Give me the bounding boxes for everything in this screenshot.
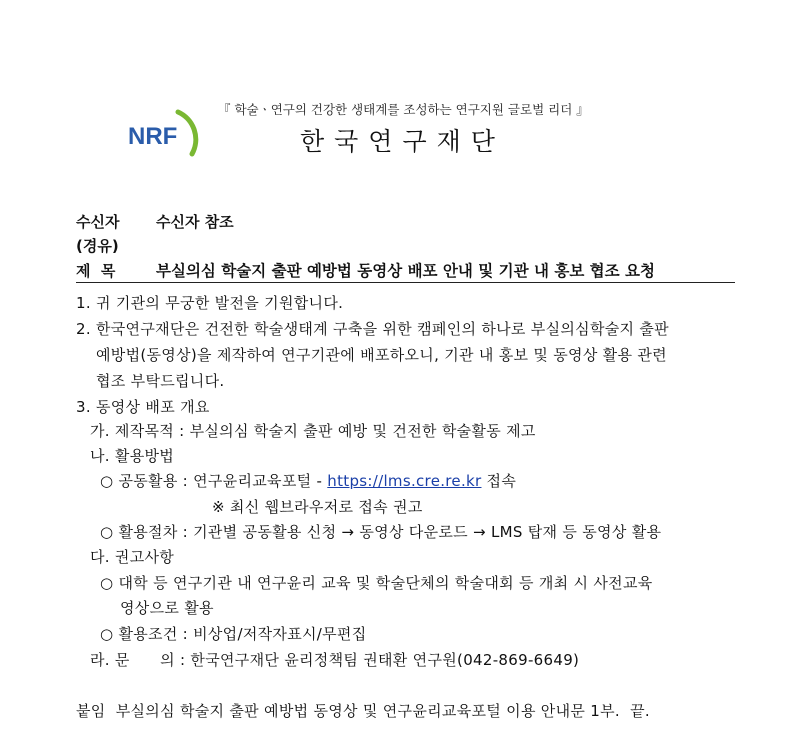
subject-label: 제 목 (76, 262, 116, 280)
recipient-label: 수신자 (76, 213, 120, 231)
body-item-2-line-3: 협조 부탁드립니다. (96, 372, 225, 390)
body-item-1: 1. 귀 기관의 무궁한 발전을 기원합니다. (76, 294, 344, 312)
subject-divider (76, 282, 735, 283)
na-joint-use (100, 470, 516, 491)
na-joint-prefix: ○ 공동활용 : 연구윤리교육포털 - (100, 472, 328, 490)
slogan: 『 학술ㆍ연구의 건강한 생태계를 조성하는 연구지원 글로벌 리더 』 (218, 102, 589, 117)
body-item-3-ga: 가. 제작목적 : 부실의심 학술지 출판 예방 및 건전한 학술활동 제고 (90, 422, 536, 440)
body-item-3-na: 나. 활용방법 (90, 447, 175, 465)
body-item-3-ra: 라. 문 의 : 한국연구재단 윤리정책팀 권태환 연구원(042-869-6649) (90, 651, 580, 669)
na-procedure: ○ 활용절차 : 기관별 공동활용 신청 → 동영상 다운로드 → LMS 탑재 등 동영상 활용 (100, 523, 662, 541)
lms-portal-link[interactable]: https://lms.cre.re.kr (327, 472, 482, 490)
da-line-2: 영상으로 활용 (120, 599, 214, 617)
subject-value: 부실의심 학술지 출판 예방법 동영상 배포 안내 및 기관 내 홍보 협조 요청 (156, 262, 655, 280)
na-joint-suffix: 접속 (481, 472, 517, 490)
attachment-line: 붙임 부실의심 학술지 출판 예방법 동영상 및 연구윤리교육포털 이용 안내문 1부. 끝. (76, 702, 650, 720)
da-condition: ○ 활용조건 : 비상업/저작자표시/무편집 (100, 625, 367, 643)
recipient-value: 수신자 참조 (156, 213, 234, 231)
logo-text: NRF (128, 123, 178, 150)
da-line-1: ○ 대학 등 연구기관 내 연구윤리 교육 및 학술단체의 학술대회 등 개최 시 사전교육 (100, 574, 653, 592)
org-name: 한국연구재단 (300, 127, 505, 156)
body-item-3: 3. 동영상 배포 개요 (76, 398, 210, 416)
body-item-3-da: 다. 권고사항 (90, 548, 175, 566)
body-item-2-line-2: 예방법(동영상)을 제작하여 연구기관에 배포하오니, 기관 내 홍보 및 동영상 활용 관련 (96, 346, 667, 364)
na-note: ※ 최신 웹브라우저로 접속 권고 (212, 498, 423, 516)
via-label: (경유) (76, 237, 119, 255)
nrf-logo (122, 104, 204, 166)
body-item-2-line-1: 2. 한국연구재단은 건전한 학술생태계 구축을 위한 캠페인의 하나로 부실의심학술지 출판 (76, 320, 669, 338)
